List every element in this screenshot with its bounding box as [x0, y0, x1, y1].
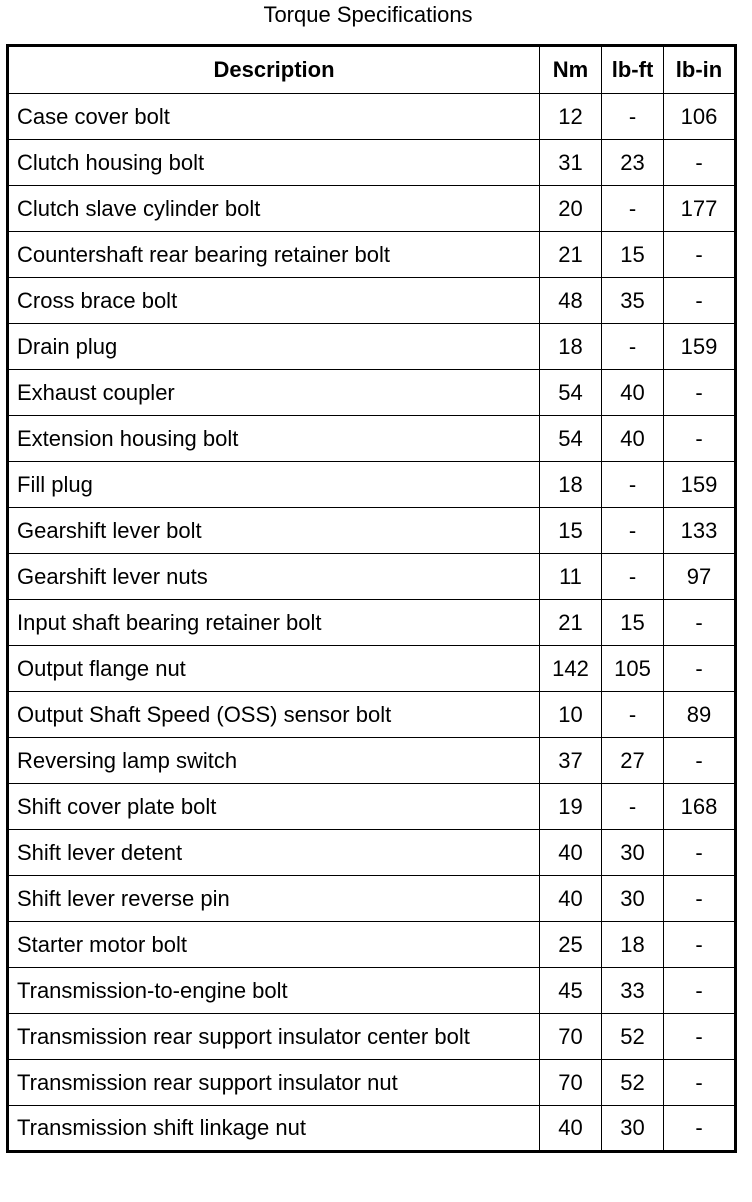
table-row	[8, 554, 736, 600]
cell-description: Clutch slave cylinder bolt	[8, 186, 540, 232]
table-header	[8, 46, 736, 94]
cell-nm: 37	[540, 738, 602, 784]
cell-lbin: 133	[664, 508, 736, 554]
table-row	[8, 1060, 736, 1106]
cell-description: Shift lever detent	[8, 830, 540, 876]
cell-description: Shift lever reverse pin	[8, 876, 540, 922]
cell-description: Fill plug	[8, 462, 540, 508]
table-row	[8, 278, 736, 324]
cell-lbft: -	[602, 784, 664, 830]
cell-lbin: -	[664, 876, 736, 922]
cell-nm: 25	[540, 922, 602, 968]
cell-nm: 18	[540, 324, 602, 370]
table-row	[8, 324, 736, 370]
cell-description: Transmission rear support insulator center bolt	[8, 1014, 540, 1060]
cell-nm: 45	[540, 968, 602, 1014]
cell-description: Extension housing bolt	[8, 416, 540, 462]
cell-lbin: -	[664, 278, 736, 324]
cell-lbft: 18	[602, 922, 664, 968]
table-row	[8, 830, 736, 876]
header-row	[8, 46, 736, 94]
cell-description: Gearshift lever nuts	[8, 554, 540, 600]
table-row	[8, 94, 736, 140]
cell-lbin: 89	[664, 692, 736, 738]
table-row	[8, 738, 736, 784]
cell-description: Output flange nut	[8, 646, 540, 692]
cell-nm: 21	[540, 232, 602, 278]
cell-lbin: 106	[664, 94, 736, 140]
cell-nm: 18	[540, 462, 602, 508]
cell-lbft: 52	[602, 1014, 664, 1060]
cell-nm: 70	[540, 1014, 602, 1060]
cell-lbin: 97	[664, 554, 736, 600]
cell-lbft: 27	[602, 738, 664, 784]
cell-description: Shift cover plate bolt	[8, 784, 540, 830]
cell-lbft: 15	[602, 232, 664, 278]
cell-nm: 48	[540, 278, 602, 324]
cell-description: Case cover bolt	[8, 94, 540, 140]
table-row	[8, 1106, 736, 1152]
cell-nm: 11	[540, 554, 602, 600]
table-row	[8, 876, 736, 922]
table-row	[8, 784, 736, 830]
cell-lbin: -	[664, 1106, 736, 1152]
cell-lbin: -	[664, 416, 736, 462]
cell-nm: 21	[540, 600, 602, 646]
cell-description: Drain plug	[8, 324, 540, 370]
cell-nm: 40	[540, 830, 602, 876]
cell-lbin: -	[664, 738, 736, 784]
torque-spec-table	[6, 44, 737, 1153]
cell-lbft: -	[602, 462, 664, 508]
cell-description: Clutch housing bolt	[8, 140, 540, 186]
cell-lbin: 177	[664, 186, 736, 232]
table-row	[8, 922, 736, 968]
cell-nm: 142	[540, 646, 602, 692]
cell-lbft: 33	[602, 968, 664, 1014]
cell-nm: 10	[540, 692, 602, 738]
cell-lbft: 40	[602, 416, 664, 462]
table-row	[8, 186, 736, 232]
cell-lbft: 35	[602, 278, 664, 324]
cell-nm: 19	[540, 784, 602, 830]
cell-lbft: -	[602, 324, 664, 370]
cell-lbft: 30	[602, 876, 664, 922]
column-header-lbin: lb-in	[664, 46, 736, 94]
cell-lbft: -	[602, 692, 664, 738]
cell-description: Countershaft rear bearing retainer bolt	[8, 232, 540, 278]
table-row	[8, 232, 736, 278]
cell-lbin: -	[664, 1060, 736, 1106]
cell-description: Starter motor bolt	[8, 922, 540, 968]
table-row	[8, 370, 736, 416]
cell-lbft: 105	[602, 646, 664, 692]
table-row	[8, 462, 736, 508]
cell-lbft: 30	[602, 830, 664, 876]
table-row	[8, 140, 736, 186]
table-row	[8, 968, 736, 1014]
cell-lbin: -	[664, 968, 736, 1014]
cell-lbft: 15	[602, 600, 664, 646]
cell-nm: 54	[540, 416, 602, 462]
cell-nm: 70	[540, 1060, 602, 1106]
cell-description: Transmission-to-engine bolt	[8, 968, 540, 1014]
cell-description: Cross brace bolt	[8, 278, 540, 324]
table-row	[8, 1014, 736, 1060]
cell-description: Input shaft bearing retainer bolt	[8, 600, 540, 646]
cell-lbin: 159	[664, 462, 736, 508]
cell-nm: 40	[540, 1106, 602, 1152]
cell-description: Reversing lamp switch	[8, 738, 540, 784]
cell-nm: 12	[540, 94, 602, 140]
cell-lbin: -	[664, 1014, 736, 1060]
cell-nm: 15	[540, 508, 602, 554]
cell-lbft: -	[602, 554, 664, 600]
cell-description: Output Shaft Speed (OSS) sensor bolt	[8, 692, 540, 738]
column-header-nm: Nm	[540, 46, 602, 94]
table-row	[8, 646, 736, 692]
cell-lbin: -	[664, 600, 736, 646]
column-header-lbft: lb-ft	[602, 46, 664, 94]
table-body	[8, 94, 736, 1152]
table-row	[8, 508, 736, 554]
cell-nm: 31	[540, 140, 602, 186]
cell-nm: 20	[540, 186, 602, 232]
page-title: Torque Specifications	[263, 2, 473, 27]
table-row	[8, 600, 736, 646]
cell-description: Exhaust coupler	[8, 370, 540, 416]
cell-lbft: -	[602, 94, 664, 140]
cell-lbft: 30	[602, 1106, 664, 1152]
cell-lbin: -	[664, 232, 736, 278]
cell-lbft: -	[602, 186, 664, 232]
cell-lbin: -	[664, 646, 736, 692]
cell-lbft: 23	[602, 140, 664, 186]
cell-lbin: 168	[664, 784, 736, 830]
table-row	[8, 416, 736, 462]
cell-lbft: 40	[602, 370, 664, 416]
table-row	[8, 692, 736, 738]
cell-nm: 40	[540, 876, 602, 922]
cell-lbin: -	[664, 140, 736, 186]
cell-lbft: -	[602, 508, 664, 554]
cell-lbin: -	[664, 830, 736, 876]
cell-description: Transmission shift linkage nut	[8, 1106, 540, 1152]
cell-description: Transmission rear support insulator nut	[8, 1060, 540, 1106]
column-header-description: Description	[8, 46, 540, 94]
cell-lbft: 52	[602, 1060, 664, 1106]
cell-lbin: -	[664, 922, 736, 968]
cell-lbin: 159	[664, 324, 736, 370]
cell-description: Gearshift lever bolt	[8, 508, 540, 554]
cell-lbin: -	[664, 370, 736, 416]
cell-nm: 54	[540, 370, 602, 416]
